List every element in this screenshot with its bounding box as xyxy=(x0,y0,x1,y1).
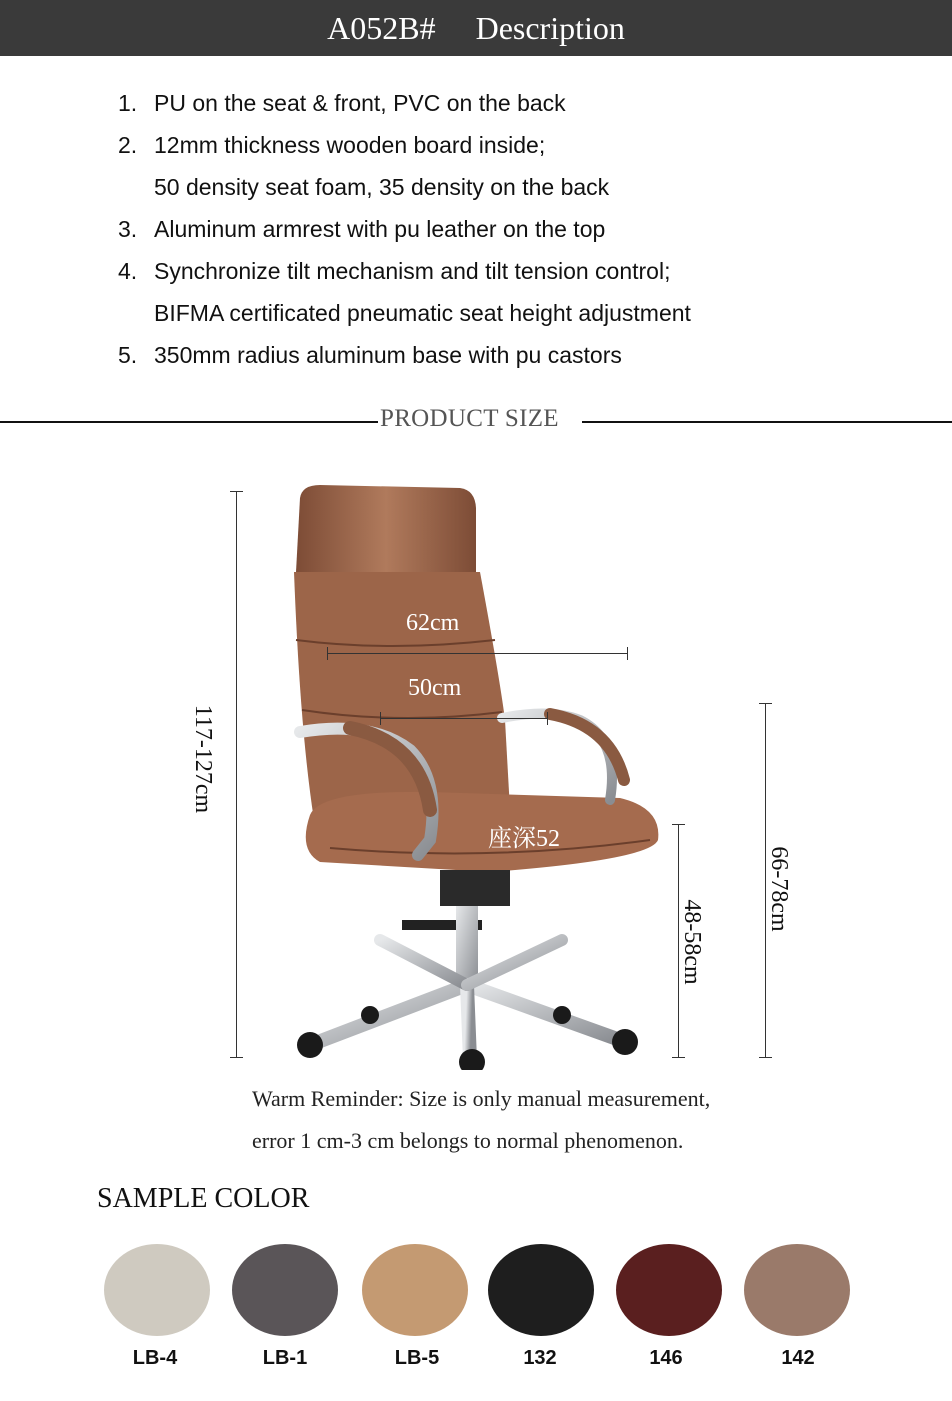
swatch-label: 142 xyxy=(781,1347,815,1369)
reminder-line-1: Warm Reminder: Size is only manual measurement, xyxy=(252,1086,711,1111)
total-height-line xyxy=(236,491,237,1057)
width-line xyxy=(327,653,628,654)
divider-right xyxy=(582,421,952,423)
spec-item-continued: 50 density seat foam, 35 density on the back xyxy=(154,174,610,200)
seat-height-label: 48-58cm xyxy=(679,899,705,985)
product-size-title: PRODUCT SIZE xyxy=(380,405,559,432)
swatch-lb-4 xyxy=(104,1244,210,1336)
width-tick-left xyxy=(327,647,328,660)
chair-illustration xyxy=(290,480,670,1070)
seat-depth-label: 座深52 xyxy=(488,826,560,852)
swatch-label: LB-5 xyxy=(394,1347,440,1369)
spec-item: 1. PU on the seat & front, PVC on the back xyxy=(118,90,566,116)
swatch-146 xyxy=(616,1244,722,1336)
swatch-label: LB-4 xyxy=(132,1347,178,1369)
header-bar xyxy=(0,0,952,56)
arm-height-label: 66-78cm xyxy=(766,846,792,932)
arm-height-tick-top xyxy=(759,703,772,704)
seat-width-label: 50cm xyxy=(408,675,462,701)
swatch-label: 146 xyxy=(649,1347,683,1369)
spec-item: 3. Aluminum armrest with pu leather on the top xyxy=(118,216,606,242)
spec-list xyxy=(118,82,691,376)
reminder-line-2: error 1 cm-3 cm belongs to normal phenomenon. xyxy=(252,1128,684,1153)
spec-item: 5. 350mm radius aluminum base with pu castors xyxy=(118,342,622,368)
spec-item-continued: BIFMA certificated pneumatic seat height adjustment xyxy=(154,300,691,326)
spec-item: 4. Synchronize tilt mechanism and tilt tension control; xyxy=(118,258,671,284)
width-tick-right xyxy=(627,647,628,660)
swatch-142 xyxy=(744,1244,850,1336)
swatch-132 xyxy=(488,1244,594,1336)
width-label: 62cm xyxy=(406,610,460,636)
swatch-lb-1 xyxy=(232,1244,338,1336)
swatch-label: LB-1 xyxy=(262,1347,308,1369)
model-number: A052B# xyxy=(327,9,436,46)
arm-height-tick-bottom xyxy=(759,1057,772,1058)
swatch-label: 132 xyxy=(523,1347,557,1369)
seat-height-tick-bottom xyxy=(672,1057,685,1058)
seat-width-tick-left xyxy=(380,712,381,725)
seat-height-tick-top xyxy=(672,824,685,825)
sample-color-title: SAMPLE COLOR xyxy=(97,1183,310,1214)
seat-width-tick-right xyxy=(547,712,548,725)
seat-width-line xyxy=(380,718,548,719)
swatch-lb-5 xyxy=(362,1244,468,1336)
spec-item: 2. 12mm thickness wooden board inside; xyxy=(118,132,546,158)
total-height-tick-bottom xyxy=(230,1057,243,1058)
total-height-label: 117-127cm xyxy=(190,704,216,814)
divider-left xyxy=(0,421,378,423)
header-title: Description xyxy=(475,9,625,46)
total-height-tick-top xyxy=(230,491,243,492)
